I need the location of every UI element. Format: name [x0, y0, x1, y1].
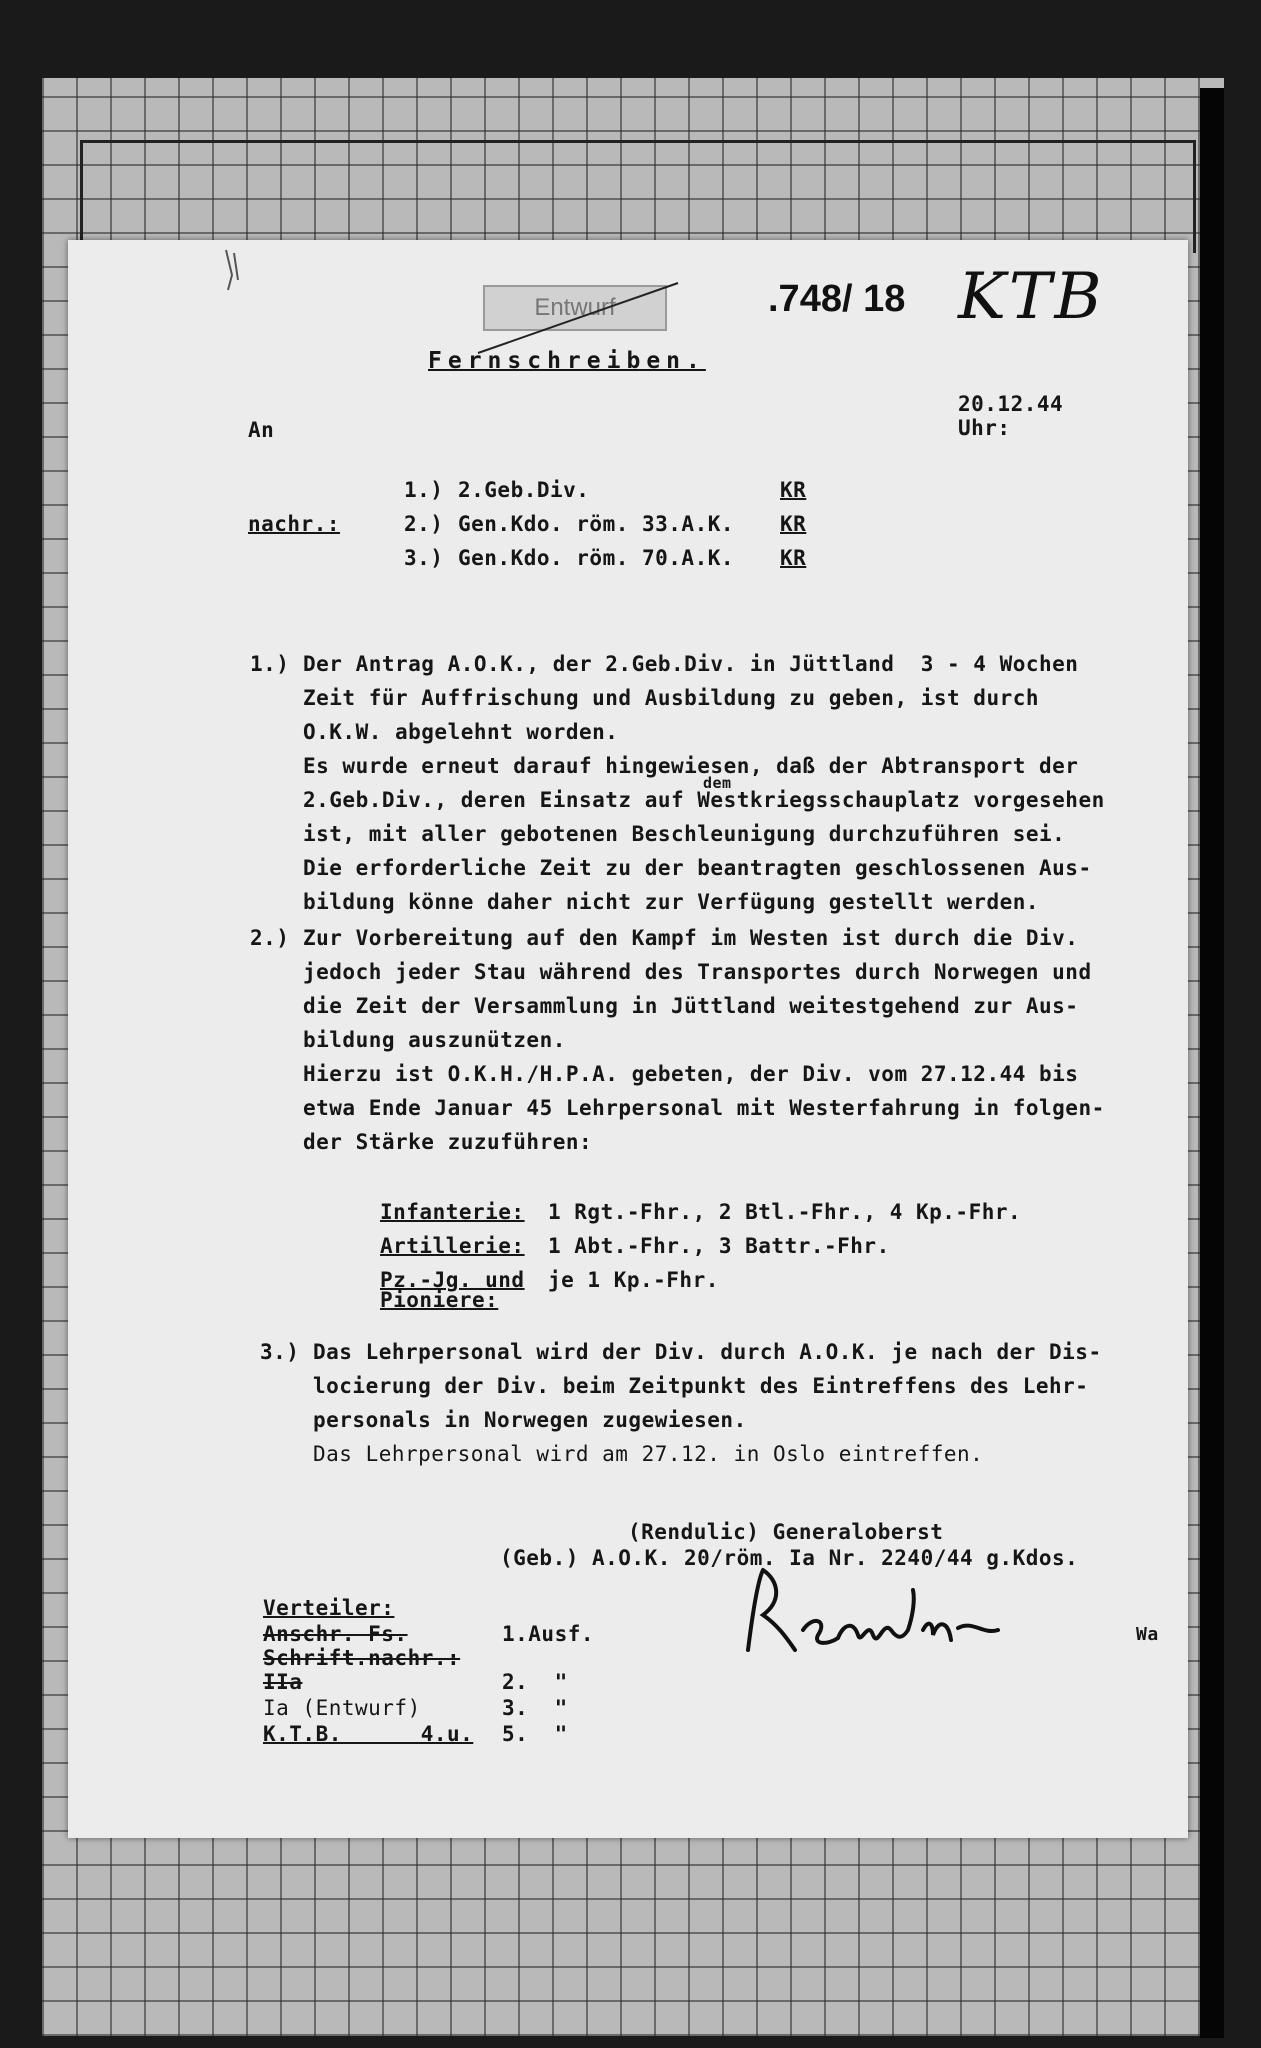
recipient-2-num: 2.) — [404, 512, 444, 536]
para1-number: 1.) — [250, 652, 290, 676]
para1-line-4: Es wurde erneut darauf hingewiesen, daß der Abtransport der — [303, 754, 1079, 778]
recipient-3-code: KR — [780, 546, 807, 570]
ktb-handwritten-label: KTB — [958, 260, 1105, 334]
staff-branch-infantry: Infanterie: — [380, 1200, 525, 1224]
para3-line-3: personals in Norwegen zugewiesen. — [313, 1408, 747, 1432]
para2-line-1: Zur Vorbereitung auf den Kampf im Westen ist durch die Div. — [303, 926, 1079, 950]
staff-detail-panzerjaeger: je 1 Kp.-Fhr. — [548, 1268, 719, 1292]
para1-line-8: bildung könne daher nicht zur Verfügung gestellt werden. — [303, 890, 1040, 914]
para1-line-3: O.K.W. abgelehnt worden. — [303, 720, 619, 744]
para3-line-2: locierung der Div. beim Zeitpunkt des Eintreffens des Lehr- — [313, 1374, 1089, 1398]
para1-line-7: Die erforderliche Zeit zu der beantragten geschlossenen Aus- — [303, 856, 1092, 880]
recipient-1-num: 1.) — [404, 478, 444, 502]
an-label: An — [248, 418, 275, 442]
staff-detail-infantry: 1 Rgt.-Fhr., 2 Btl.-Fhr., 4 Kp.-Fhr. — [548, 1200, 1022, 1224]
distribution-row-4-name: Ia (Entwurf) — [263, 1696, 421, 1720]
distribution-row-1-name: Anschr. Fs. — [263, 1622, 408, 1646]
para1-line-2: Zeit für Auffrischung und Ausbildung zu geben, ist durch — [303, 686, 1040, 710]
recipient-1-text: 2.Geb.Div. — [458, 478, 590, 502]
para1-line-1: Der Antrag A.O.K., der 2.Geb.Div. in Jüttland 3 - 4 Wochen — [303, 652, 1079, 676]
distribution-row-5-name: K.T.B. 4.u. — [263, 1722, 474, 1746]
signature-reference: (Geb.) A.O.K. 20/röm. Ia Nr. 2240/44 g.Kdos. — [500, 1546, 1079, 1570]
initials: Wa — [1136, 1624, 1159, 1645]
staff-branch-artillery: Artillerie: — [380, 1234, 525, 1258]
staff-detail-artillery: 1 Abt.-Fhr., 3 Battr.-Fhr. — [548, 1234, 890, 1258]
para3-line-1: Das Lehrpersonal wird der Div. durch A.O.K. je nach der Dis- — [313, 1340, 1102, 1364]
backing-sheet-frame — [80, 140, 1196, 253]
handwritten-signature — [733, 1560, 1033, 1660]
dark-edge-strip — [1200, 88, 1224, 2038]
nachr-label: nachr.: — [248, 512, 341, 536]
para2-line-4: bildung auszunützen. — [303, 1028, 566, 1052]
para1-insert: dem — [703, 774, 732, 792]
recipient-3-num: 3.) — [404, 546, 444, 570]
staff-branch-pioneers: Pioniere: — [380, 1288, 499, 1312]
recipient-1-code: KR — [780, 478, 807, 502]
distribution-row-1-copies: 1.Ausf. — [502, 1622, 595, 1646]
pencil-mark — [218, 245, 248, 295]
stamp-cross-out — [468, 278, 688, 358]
distribution-row-3-copies: 2. " — [502, 1670, 568, 1694]
telex-document — [68, 240, 1188, 1838]
para1-line-5: 2.Geb.Div., deren Einsatz auf Westkriegsschauplatz vorgesehen — [303, 788, 1105, 812]
para3-line-4: Das Lehrpersonal wird am 27.12. in Oslo eintreffen. — [313, 1442, 984, 1466]
para3-number: 3.) — [260, 1340, 300, 1364]
uhr-label: Uhr: — [958, 416, 1011, 440]
signature-name: (Rendulic) Generaloberst — [628, 1520, 944, 1544]
para2-line-6: etwa Ende Januar 45 Lehrpersonal mit Westerfahrung in folgen- — [303, 1096, 1105, 1120]
distribution-row-2-name: Schrift.nachr.: — [263, 1646, 461, 1670]
para1-line-6: ist, mit aller gebotenen Beschleunigung durchzuführen sei. — [303, 822, 1066, 846]
recipient-3-text: Gen.Kdo. röm. 70.A.K. — [458, 546, 735, 570]
para2-line-3: die Zeit der Versammlung in Jüttland weitestgehend zur Aus- — [303, 994, 1079, 1018]
para2-line-7: der Stärke zuzuführen: — [303, 1130, 593, 1154]
para2-number: 2.) — [250, 926, 290, 950]
draft-stamp: Entwurf — [483, 285, 667, 331]
recipient-2-code: KR — [780, 512, 807, 536]
date: 20.12.44 — [958, 392, 1064, 416]
distribution-label: Verteiler: — [263, 1596, 395, 1620]
recipient-2-text: Gen.Kdo. röm. 33.A.K. — [458, 512, 735, 536]
document-title: Fernschreiben. — [428, 348, 706, 374]
document-number: .748/ 18 — [768, 278, 906, 320]
distribution-row-3-name: IIa — [263, 1670, 303, 1694]
staff-branch-panzerjaeger: Pz.-Jg. und — [380, 1268, 525, 1292]
distribution-row-5-copies: 5. " — [502, 1722, 568, 1746]
para2-line-2: jedoch jeder Stau während des Transportes durch Norwegen und — [303, 960, 1092, 984]
distribution-row-4-copies: 3. " — [502, 1696, 568, 1720]
para2-line-5: Hierzu ist O.K.H./H.P.A. gebeten, der Div. vom 27.12.44 bis — [303, 1062, 1079, 1086]
